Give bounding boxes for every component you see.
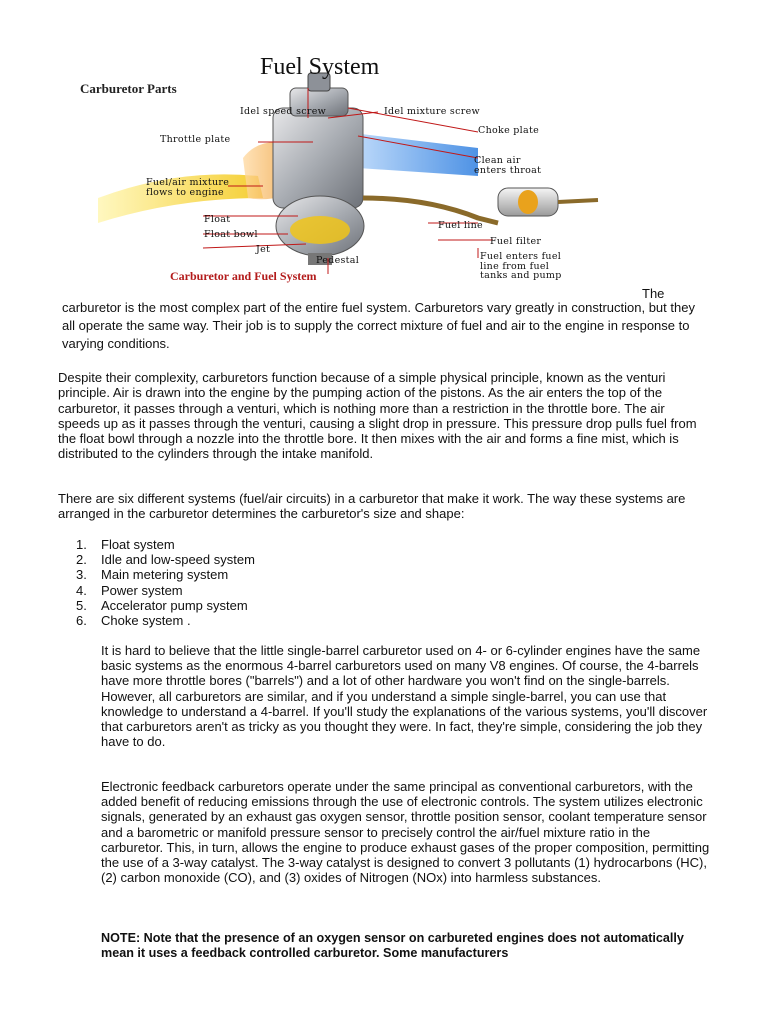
label-fuel-air-mixture: Fuel/air mixture flows to engine — [146, 177, 230, 198]
intro-text: carburetor is the most complex part of the entire fuel system. Carburetors vary greatly in construction, but they all operate the same way. Their job is to supply the correct mixture of fuel and air to the engine in response to varying conditions. — [62, 300, 695, 352]
paragraph-single-barrel: It is hard to believe that the little single-barrel carburetor used on 4- or 6-cylinder engines have the same basic systems as the enormous 4-barrel carburetors used on many V8 engines. Of course, the 4-barrels have more throttle bores ("barrels") and a lot of other hardware you won't find on the single-barrels. However, all carburetors are similar, and if you understand a simple single-barrel, you can use that knowledge to understand a 4-barrel. If you'll study the explanations of the various systems, you'll discover that carburetors aren't as tricky as you thought they were. In fact, they're simple, considering the job they have to do. — [101, 643, 708, 750]
figure-parts-heading: Carburetor Parts — [80, 81, 177, 96]
carburetor-figure — [58, 48, 640, 288]
list-item: 1. Float system — [76, 537, 175, 552]
figure-title: Fuel System — [260, 54, 380, 80]
label-idle-speed-screw: Idel speed screw — [240, 106, 327, 117]
label-fuel-enters: Fuel enters fuel line from fuel tanks and pump — [480, 251, 562, 281]
paragraph-systems-intro: There are six different systems (fuel/air circuits) in a carburetor that make it work. The way these systems are arranged in the carburetor determines the carburetor's size and shape: — [58, 491, 686, 522]
list-item: 4. Power system — [76, 582, 183, 598]
label-clean-air: Clean air enters throat — [474, 155, 542, 176]
label-throttle-plate: Throttle plate — [160, 134, 231, 145]
label-float-bowl: Float bowl — [204, 229, 258, 240]
paragraph-venturi: Despite their complexity, carburetors function because of a simple physical principle, known as the venturi principle. Air is drawn into the engine by the pumping action of the pistons. As the air enters the top of the carburetor, it passes through a venturi, which is nothing more than a restriction in the throttle bore. The air speeds up as it passes through the venturi, causing a slight drop in pressure. This pressure drop pulls fuel from the float bowl through a nozzle into the throttle bore. It then mixes with the air and forms a fine mist, which is distributed to the cylinders through the intake manifold. — [58, 370, 697, 462]
label-idle-mixture-screw: Idel mixture screw — [384, 106, 480, 117]
intro-paragraph — [62, 286, 704, 354]
paragraph-feedback-carburetors: Electronic feedback carburetors operate under the same principal as conventional carburetors, with the added benefit of reducing emissions through the use of electronic controls. The system utilizes electronic signals, generated by an exhaust gas oxygen sensor, throttle position sensor, coolant temperature sensor and a barometric or manifold pressure sensor to precisely control the air/fuel mixture ratio in the carburetor. This, in turn, allows the engine to produce exhaust gases of the proper composition, permitting the use of a 3-way catalyst. The 3-way catalyst is designed to convert 3 pollutants (1) hydrocarbons (HC), (2) carbon monoxide (CO), and (3) oxides of Nitrogen (NOx) into harmless substances. — [101, 779, 710, 886]
label-choke-plate: Choke plate — [478, 125, 540, 136]
list-item: 2. Idle and low-speed system — [76, 552, 255, 568]
systems-list — [76, 537, 255, 628]
label-fuel-line: Fuel line — [438, 220, 483, 231]
label-pedestal: Pedestal — [316, 255, 360, 266]
list-item: 5. Accelerator pump system — [76, 597, 248, 613]
figure-caption: Carburetor and Fuel System — [170, 269, 317, 283]
list-item: 6. Choke system . — [76, 613, 191, 629]
label-float: Float — [204, 214, 231, 225]
label-fuel-filter: Fuel filter — [490, 236, 542, 247]
list-item: 3. Main metering system — [76, 567, 229, 583]
note-paragraph: NOTE: Note that the presence of an oxygen sensor on carbureted engines does not automatically mean it uses a feedback controlled carburetor. Some manufacturers — [101, 931, 684, 961]
intro-the-word: The — [642, 286, 665, 301]
label-jet: Jet — [256, 244, 271, 255]
